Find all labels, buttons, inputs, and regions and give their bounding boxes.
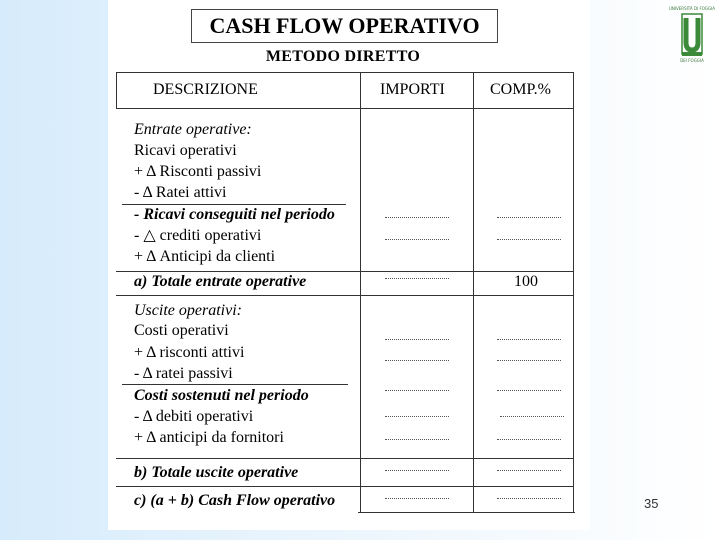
col-header-comp: COMP.% — [490, 81, 551, 98]
list-item: + Δ Anticipi da clienti — [134, 248, 276, 265]
importi-placeholder — [385, 470, 449, 471]
list-item: + Δ Risconti passivi — [134, 163, 262, 180]
list-item: + Δ risconti attivi — [134, 344, 245, 361]
total-a-bottom-border — [116, 295, 573, 296]
list-item: - Ricavi conseguiti nel periodo — [134, 206, 335, 223]
importi-placeholder — [385, 360, 449, 361]
comp-placeholder — [497, 390, 561, 391]
logo-bottom-text: DEI FOGGIA — [680, 58, 704, 63]
costi-underline — [122, 384, 348, 385]
list-item: + Δ anticipi da fornitori — [134, 429, 284, 446]
comp-placeholder — [497, 470, 561, 471]
page-subtitle: METODO DIRETTO — [265, 48, 421, 65]
result-label: c) (a + b) Cash Flow operativo — [134, 492, 336, 509]
university-logo-icon — [668, 6, 716, 64]
logo-top-text: UNIVERSITÀ DI FOGGIA — [668, 6, 716, 11]
list-item: - Δ Ratei attivi — [134, 184, 227, 201]
total-a-label: a) Totale entrate operative — [134, 273, 307, 290]
importi-placeholder — [385, 239, 449, 240]
table-bottom-border — [358, 512, 575, 513]
list-item: Costi operativi — [134, 322, 229, 339]
table-right-border — [573, 72, 574, 512]
comp-placeholder — [497, 439, 561, 440]
col-header-importi: IMPORTI — [380, 81, 445, 98]
comp-placeholder — [497, 360, 561, 361]
header-bottom-border — [116, 108, 573, 109]
list-item: - △ crediti operativi — [134, 227, 262, 244]
list-item: - Δ debiti operativi — [134, 408, 254, 425]
logo-mark — [668, 6, 716, 64]
col-header-descrizione: DESCRIZIONE — [153, 81, 258, 98]
importi-placeholder — [385, 339, 449, 340]
comp-placeholder — [497, 339, 561, 340]
importi-placeholder — [385, 217, 449, 218]
comp-placeholder — [497, 498, 561, 499]
page-title: CASH FLOW OPERATIVO — [191, 9, 498, 43]
list-item: Ricavi operativi — [134, 142, 237, 159]
list-item: - Δ ratei passivi — [134, 365, 233, 382]
total-a-comp-value: 100 — [514, 273, 538, 290]
comp-placeholder — [497, 239, 561, 240]
comp-placeholder — [500, 416, 564, 417]
page-number: 35 — [644, 496, 659, 511]
col-divider-1 — [360, 72, 361, 512]
result-top-border — [116, 486, 573, 487]
total-b-top-border — [116, 458, 573, 459]
importi-placeholder — [385, 498, 449, 499]
table-left-border — [116, 72, 117, 108]
list-item: Costi sostenuti nel periodo — [134, 387, 309, 404]
comp-placeholder — [497, 217, 561, 218]
table-top-border — [116, 72, 573, 73]
importi-placeholder — [385, 390, 449, 391]
section-b-heading: Uscite operativi: — [134, 302, 242, 319]
total-b-label: b) Totale uscite operative — [134, 464, 299, 481]
importi-placeholder — [385, 416, 449, 417]
importi-placeholder — [385, 439, 449, 440]
section-a-heading: Entrate operative: — [134, 121, 252, 138]
col-divider-2 — [473, 72, 474, 512]
importi-placeholder — [385, 278, 449, 279]
